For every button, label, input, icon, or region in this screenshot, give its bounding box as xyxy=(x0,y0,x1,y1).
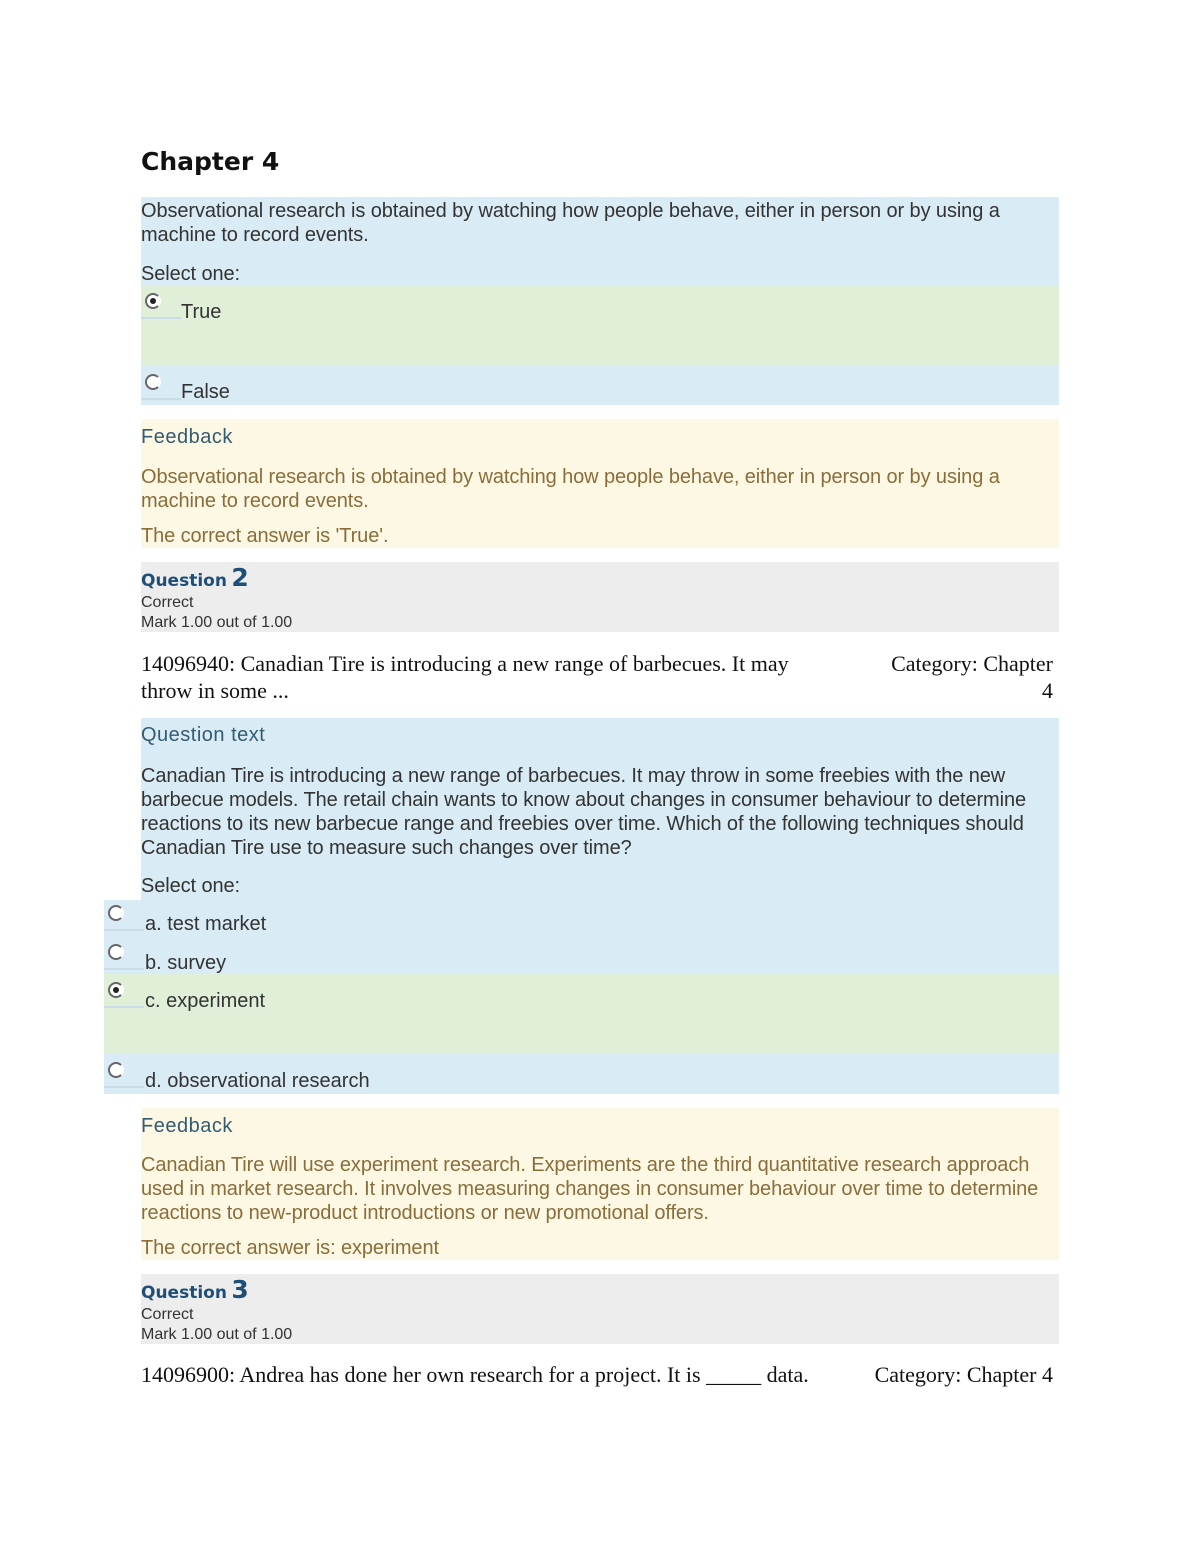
q1-select-prompt: Select one: xyxy=(141,263,240,285)
q2-mark: Mark 1.00 out of 1.00 xyxy=(141,614,293,631)
q2-question-number: 2 xyxy=(231,563,249,592)
q2-option-a-label[interactable]: a. test market xyxy=(145,913,267,935)
q2-question-label: Question xyxy=(141,571,227,591)
q1-feedback-title: Feedback xyxy=(141,426,233,448)
q3-mark: Mark 1.00 out of 1.00 xyxy=(141,1326,293,1343)
q2-option-c-label[interactable]: c. experiment xyxy=(145,990,266,1012)
q2-feedback-title: Feedback xyxy=(141,1115,233,1137)
q1-true-radio[interactable] xyxy=(145,293,161,309)
q2-feedback-text: Canadian Tire will use experiment research. Experiments are the third quantitative research approach used in market research. It involves measuring changes in consumer behaviour over time to determine reactions to new-product introductions or new promotional offers. xyxy=(141,1154,1039,1224)
q1-option-true-row xyxy=(141,285,1059,365)
q2-option-c-row xyxy=(104,974,1059,1054)
q3-question-label: Question xyxy=(141,1283,227,1303)
chapter-heading: Chapter 4 xyxy=(141,147,280,176)
q2-correct-answer: The correct answer is: experiment xyxy=(141,1237,439,1259)
q2-option-d-underline xyxy=(104,1086,144,1088)
q2-question-text-title: Question text xyxy=(141,724,266,746)
q1-option-false-label[interactable]: False xyxy=(181,381,230,403)
q2-option-d-radio[interactable] xyxy=(108,1062,124,1078)
q2-option-b-underline xyxy=(104,968,144,970)
q2-option-a-radio[interactable] xyxy=(108,905,124,921)
q3-header-text: 14096900: Andrea has done her own research for a project. It is _____ data. xyxy=(141,1362,809,1387)
q2-category-line1: Category: Chapter xyxy=(891,651,1053,676)
q2-info-heading xyxy=(141,563,249,592)
q2-header-text: 14096940: Canadian Tire is introducing a new range of barbecues. It may throw in some ... xyxy=(141,651,789,703)
q3-category: Category: Chapter 4 xyxy=(874,1362,1053,1387)
q2-option-c-radio[interactable] xyxy=(108,982,124,998)
q1-option-false-row xyxy=(141,365,1059,405)
q1-question-text: Observational research is obtained by watching how people behave, either in person or by using a machine to record events. xyxy=(141,200,1000,246)
q2-option-a-underline xyxy=(104,929,144,931)
q1-false-radio-underline xyxy=(141,398,181,400)
q2-option-b-label[interactable]: b. survey xyxy=(145,952,227,974)
q1-correct-answer: The correct answer is 'True'. xyxy=(141,525,389,547)
q1-option-true-label[interactable]: True xyxy=(181,301,222,323)
q2-option-c-underline xyxy=(104,1006,144,1008)
q2-question-text: Canadian Tire is introducing a new range of barbecues. It may throw in some freebies with the new barbecue models. The retail chain wants to know about changes in consumer behaviour to determine reactions to its new barbecue range and freebies over time. Which of the following techniques should Canadian Tire use to measure such changes over time? xyxy=(141,765,1027,859)
q2-option-b-radio[interactable] xyxy=(108,944,124,960)
q2-status: Correct xyxy=(141,594,194,611)
q1-true-radio-underline xyxy=(141,317,181,319)
q3-status: Correct xyxy=(141,1306,194,1323)
q2-category-line2: 4 xyxy=(1042,678,1053,703)
q2-option-d-label[interactable]: d. observational research xyxy=(145,1070,370,1092)
q3-question-number: 3 xyxy=(231,1275,249,1304)
q2-select-prompt: Select one: xyxy=(141,875,240,897)
q3-info-heading xyxy=(141,1275,249,1304)
q1-feedback-text: Observational research is obtained by watching how people behave, either in person or by using a machine to record events. xyxy=(141,466,1000,512)
q1-false-radio[interactable] xyxy=(145,374,161,390)
